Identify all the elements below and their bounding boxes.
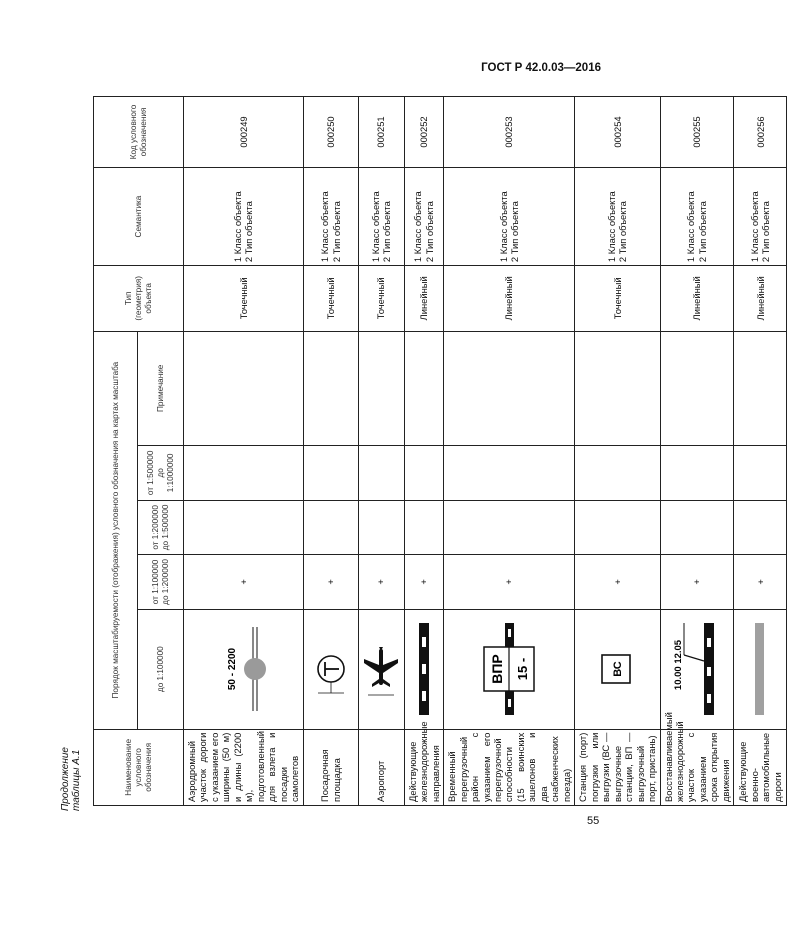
cell-scale-b (660, 500, 734, 555)
cell-symbol (444, 609, 575, 729)
cell-type: Линейный (404, 266, 443, 331)
cell-code: 000255 (660, 97, 734, 168)
semantics-line: 2 Тип объекта (760, 201, 772, 263)
semantics-line: 1 Класс объекта (685, 191, 697, 263)
cell-scale-b (184, 500, 304, 555)
cell-type: Точечный (575, 266, 660, 331)
header-code: Код условного обозначения (94, 97, 184, 168)
table-row (734, 97, 787, 806)
cell-note (303, 331, 358, 446)
header-scale-b: от 1:200000 до 1:500000 (138, 500, 184, 555)
cell-semantics (184, 167, 304, 265)
cell-type: Линейный (660, 266, 734, 331)
restore-dates-label: 10.00 12.05 (672, 640, 684, 691)
semantics-line: 2 Тип объекта (381, 201, 393, 263)
cell-symbol (358, 609, 404, 729)
header-scale-group: Порядок масштабируемости (отображения) условного обозначения на картах масштаба (94, 331, 138, 729)
cell-name: Аэропорт (358, 729, 404, 805)
cell-note (358, 331, 404, 446)
cell-name: Аэродромный участок дороги с указанием его ширины (50 м) и длины (2200 м), подготовленный для взлета и посадки самолетов (184, 729, 304, 805)
cell-name: Станция (порт) погрузки или выгрузки (ВС — выгрузочные станции, ВП — выгрузочный порт, пристань) (575, 729, 660, 805)
cell-scale-c (734, 446, 787, 501)
airfield-road-symbol (213, 617, 273, 721)
cell-name: Действующие железнодорожные направления (404, 729, 443, 805)
cell-type: Линейный (734, 266, 787, 331)
document-header: ГОСТ Р 42.0.03—2016 (481, 62, 601, 74)
cell-scale-c (358, 446, 404, 501)
cell-scale-a: + (444, 555, 575, 610)
cell-type: Точечный (184, 266, 304, 331)
cell-scale-a: + (575, 555, 660, 610)
cell-symbol (303, 609, 358, 729)
cell-scale-b (404, 500, 443, 555)
semantics-line: 1 Класс объекта (412, 191, 424, 263)
semantics-line: 1 Класс объекта (369, 191, 381, 263)
cell-note (734, 331, 787, 446)
cell-name: Восстанавливаемый железнодорожный участок с указанием срока открытия движения (660, 729, 734, 805)
cell-scale-b (358, 500, 404, 555)
semantics-line: 1 Класс объекта (319, 191, 331, 263)
table-row (404, 97, 443, 806)
cell-scale-b (444, 500, 575, 555)
cell-semantics (444, 167, 575, 265)
airfield-dimensions-label: 50 - 2200 (227, 648, 239, 691)
cell-scale-c (303, 446, 358, 501)
cell-code: 000250 (303, 97, 358, 168)
cell-symbol (575, 609, 660, 729)
cell-scale-c (575, 446, 660, 501)
transshipment-capacity-label: 15 - (515, 657, 531, 681)
cell-scale-a: + (404, 555, 443, 610)
loading-station-symbol (592, 617, 642, 721)
cell-type: Линейный (444, 266, 575, 331)
cell-symbol (404, 609, 443, 729)
cell-code: 000253 (444, 97, 575, 168)
cell-scale-b (575, 500, 660, 555)
semantics-line: 2 Тип объекта (330, 201, 342, 263)
cell-symbol (660, 609, 734, 729)
cell-code: 000249 (184, 97, 304, 168)
semantics-line: 2 Тип объекта (617, 201, 629, 263)
header-scale-a: от 1:100000 до 1:200000 (138, 555, 184, 610)
cell-name: Действующие военно-автомобильные дороги (734, 729, 787, 805)
cell-scale-c (184, 446, 304, 501)
table-continuation-caption: Продолжение таблицы А.1 (60, 747, 82, 811)
cell-code: 000252 (404, 97, 443, 168)
cell-code: 000256 (734, 97, 787, 168)
railway-symbol (411, 617, 437, 721)
airfield-circle-icon (244, 658, 266, 680)
semantics-line: 1 Класс объекта (748, 191, 760, 263)
cell-scale-b (734, 500, 787, 555)
cell-code: 000254 (575, 97, 660, 168)
table-row (660, 97, 734, 806)
cell-type: Точечный (358, 266, 404, 331)
semantics-line: 1 Класс объекта (231, 191, 243, 263)
cell-type: Точечный (303, 266, 358, 331)
cell-semantics (734, 167, 787, 265)
cell-semantics (404, 167, 443, 265)
cell-semantics (575, 167, 660, 265)
cell-scale-c (404, 446, 443, 501)
station-code-label: ВС (612, 661, 625, 677)
cell-scale-b (303, 500, 358, 555)
header-scale-main: до 1:100000 (138, 609, 184, 729)
semantics-line: 2 Тип объекта (696, 201, 708, 263)
cell-scale-a: + (734, 555, 787, 610)
cell-scale-a: + (303, 555, 358, 610)
landing-pad-symbol (306, 617, 356, 721)
military-road-symbol (740, 617, 780, 721)
rotated-table-wrapper (93, 96, 783, 806)
cell-scale-a: + (358, 555, 404, 610)
header-type: Тип (геометрия) объекта (94, 266, 184, 331)
cell-scale-a: + (184, 555, 304, 610)
cell-symbol (734, 609, 787, 729)
table-row (303, 97, 358, 806)
cell-code: 000251 (358, 97, 404, 168)
semantics-line: 2 Тип объекта (423, 201, 435, 263)
header-scale-c: от 1:500000 до 1:1000000 (138, 446, 184, 501)
restored-railway-symbol (668, 617, 726, 721)
cell-note (575, 331, 660, 446)
page-number: 55 (587, 815, 600, 827)
cell-note (184, 331, 304, 446)
transshipment-code-label: ВПР (489, 654, 506, 684)
table-row (358, 97, 404, 806)
semantics-line: 1 Класс объекта (605, 191, 617, 263)
table-row (444, 97, 575, 806)
cell-semantics (358, 167, 404, 265)
cell-note (444, 331, 575, 446)
header-note: Примечание (138, 331, 184, 446)
airport-symbol (360, 617, 402, 721)
symbols-table (93, 96, 787, 806)
semantics-line: 2 Тип объекта (509, 201, 521, 263)
cell-note (660, 331, 734, 446)
cell-note (404, 331, 443, 446)
cell-scale-c (660, 446, 734, 501)
header-name: Наименование условного обозначения (94, 729, 184, 805)
semantics-line: 1 Класс объекта (497, 191, 509, 263)
cell-semantics (660, 167, 734, 265)
airplane-icon (364, 647, 398, 687)
cell-scale-c (444, 446, 575, 501)
transshipment-area-symbol (476, 617, 542, 721)
table-row (575, 97, 660, 806)
table-row (184, 97, 304, 806)
cell-semantics (303, 167, 358, 265)
cell-symbol (184, 609, 304, 729)
header-semantics: Семантика (94, 167, 184, 265)
cell-name: Посадочная площадка (303, 729, 358, 805)
cell-scale-a: + (660, 555, 734, 610)
semantics-line: 2 Тип объекта (243, 201, 255, 263)
cell-name: Временный перегрузочный район с указанием его перегрузочной способности (15 воинских эшелонов и два снабженческих поезда) (444, 729, 575, 805)
